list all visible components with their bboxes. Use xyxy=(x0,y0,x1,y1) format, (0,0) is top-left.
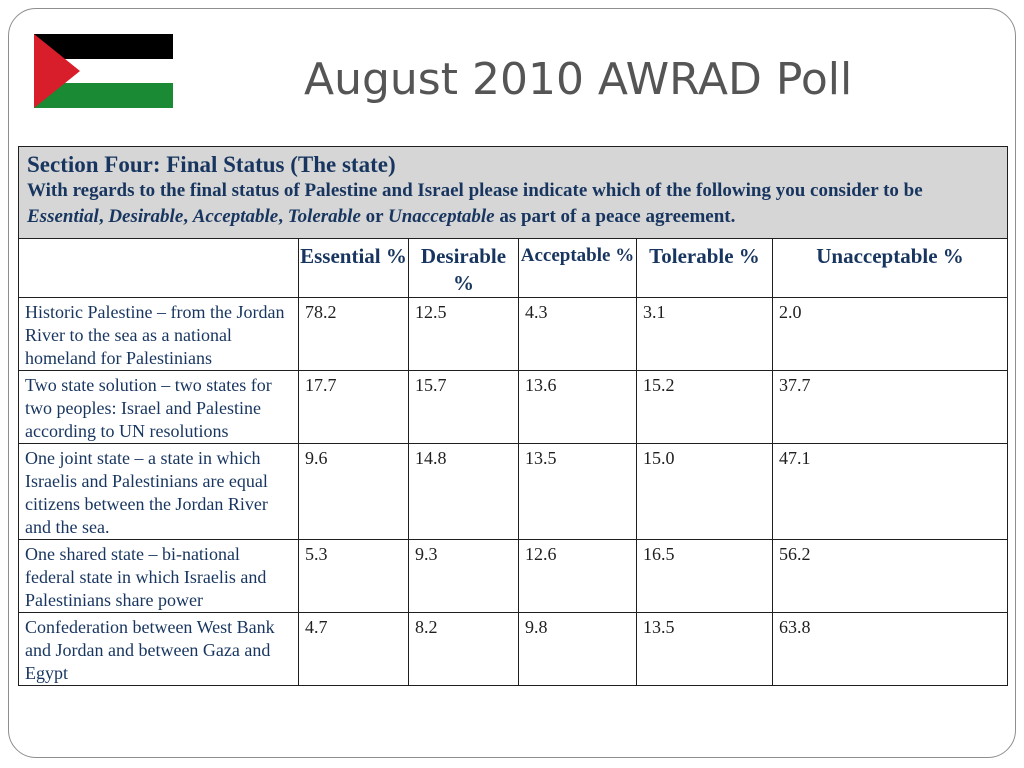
col-header-essential: Essential % xyxy=(299,239,409,298)
value-tolerable: 13.5 xyxy=(637,613,773,686)
value-essential: 4.7 xyxy=(299,613,409,686)
value-desirable: 12.5 xyxy=(409,298,519,371)
col-header-tolerable: Tolerable % xyxy=(637,239,773,298)
value-unacceptable: 63.8 xyxy=(773,613,1008,686)
value-acceptable: 9.8 xyxy=(519,613,637,686)
value-desirable: 8.2 xyxy=(409,613,519,686)
row-label: Confederation between West Bank and Jordan and between Gaza and Egypt xyxy=(19,613,299,686)
question-intro: With regards to the final status of Palestine and Israel please indicate which of the following you consider to be xyxy=(27,180,923,201)
table-row xyxy=(19,540,1008,613)
final-status-table xyxy=(18,146,1008,686)
value-unacceptable: 2.0 xyxy=(773,298,1008,371)
col-header-desirable: Desirable % xyxy=(409,239,519,298)
value-essential: 9.6 xyxy=(299,444,409,540)
sep-3: , xyxy=(278,206,288,227)
value-tolerable: 3.1 xyxy=(637,298,773,371)
value-tolerable: 15.2 xyxy=(637,371,773,444)
table-row xyxy=(19,613,1008,686)
value-acceptable: 12.6 xyxy=(519,540,637,613)
term-tolerable: Tolerable xyxy=(287,206,361,227)
col-header-unacceptable: Unacceptable % xyxy=(773,239,1008,298)
col-header-acceptable: Acceptable % xyxy=(519,239,637,298)
term-acceptable: Acceptable xyxy=(192,206,279,227)
term-unacceptable: Unacceptable xyxy=(388,206,495,227)
value-essential: 78.2 xyxy=(299,298,409,371)
value-acceptable: 13.5 xyxy=(519,444,637,540)
value-desirable: 14.8 xyxy=(409,444,519,540)
value-unacceptable: 56.2 xyxy=(773,540,1008,613)
value-tolerable: 15.0 xyxy=(637,444,773,540)
term-desirable: Desirable xyxy=(108,206,184,227)
empty-corner-cell xyxy=(19,239,299,298)
column-header-row xyxy=(19,239,1008,298)
section-header-cell xyxy=(19,147,1008,239)
sep-1: , xyxy=(98,206,109,227)
row-label: Two state solution – two states for two peoples: Israel and Palestine according to UN resolutions xyxy=(19,371,299,444)
slide-title: August 2010 AWRAD Poll xyxy=(304,54,853,105)
question-end: as part of a peace agreement. xyxy=(494,206,736,227)
row-label: Historic Palestine – from the Jordan River to the sea as a national homeland for Palestinians xyxy=(19,298,299,371)
value-acceptable: 13.6 xyxy=(519,371,637,444)
value-acceptable: 4.3 xyxy=(519,298,637,371)
value-essential: 17.7 xyxy=(299,371,409,444)
sep-2: , xyxy=(183,206,193,227)
section-title: Section Four: Final Status (The state) xyxy=(27,152,396,177)
palestine-flag-icon xyxy=(34,34,173,108)
table-row xyxy=(19,371,1008,444)
table-row xyxy=(19,298,1008,371)
value-essential: 5.3 xyxy=(299,540,409,613)
section-question xyxy=(27,178,999,230)
or-word: or xyxy=(360,206,388,227)
table-row xyxy=(19,444,1008,540)
value-unacceptable: 47.1 xyxy=(773,444,1008,540)
value-desirable: 9.3 xyxy=(409,540,519,613)
value-desirable: 15.7 xyxy=(409,371,519,444)
row-label: One shared state – bi-national federal state in which Israelis and Palestinians share power xyxy=(19,540,299,613)
value-tolerable: 16.5 xyxy=(637,540,773,613)
row-label: One joint state – a state in which Israelis and Palestinians are equal citizens between the Jordan River and the sea. xyxy=(19,444,299,540)
value-unacceptable: 37.7 xyxy=(773,371,1008,444)
term-essential: Essential xyxy=(27,206,99,227)
